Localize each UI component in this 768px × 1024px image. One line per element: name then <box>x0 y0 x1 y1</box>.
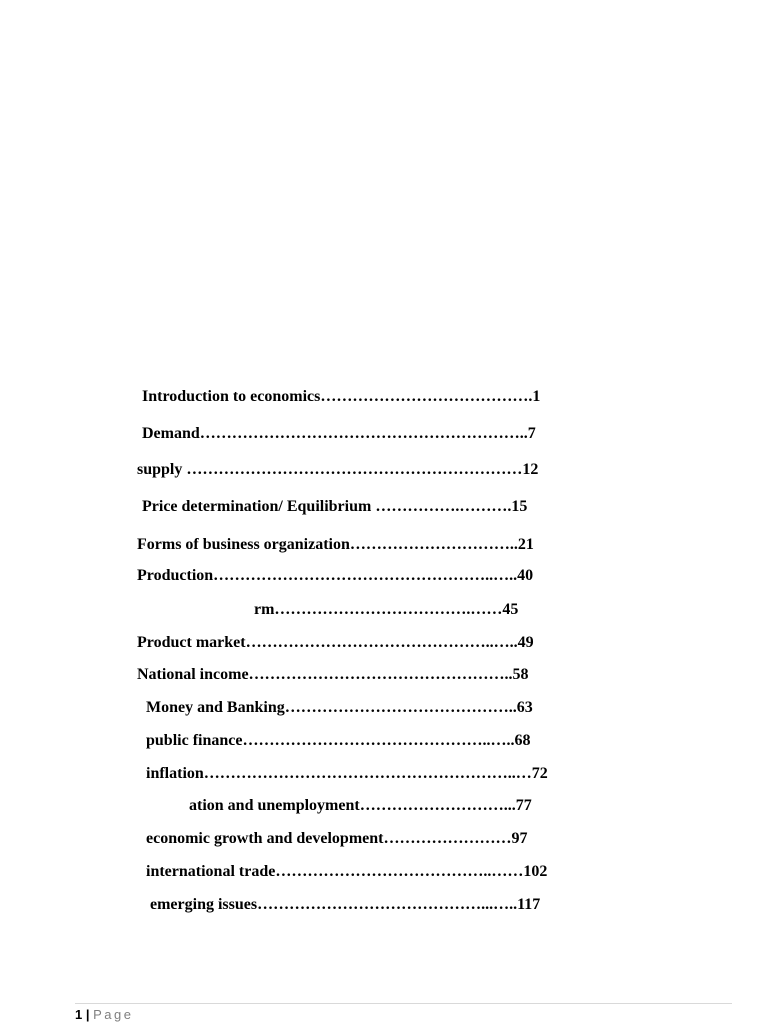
toc-entry-money-and-banking: Money and Banking……………………………………..63 <box>146 699 533 716</box>
toc-entry-economic-growth: economic growth and development……………………97 <box>146 830 528 847</box>
toc-entry-demand: Demand……………………………………………………..7 <box>142 425 536 442</box>
toc-entry-inflation-and-unemployment: ation and unemployment………………………...77 <box>189 797 532 814</box>
footer-divider <box>75 1003 732 1004</box>
toc-entry-production: Production……………………………………………..…..40 <box>137 567 534 584</box>
toc-entry-inflation: inflation…………………………………………………..…72 <box>146 765 548 782</box>
toc-entry-supply: supply ………………………………………………………12 <box>137 461 539 478</box>
toc-entry-international-trade: international trade…………………………………..……102 <box>146 863 548 880</box>
toc-entry-introduction: Introduction to economics………………………………….1 <box>142 388 541 405</box>
toc-entry-national-income: National income…………………………………………..58 <box>137 666 529 683</box>
toc-entry-price-determination: Price determination/ Equilibrium …………….……….15 <box>142 498 528 515</box>
toc-entry-forms-of-business: Forms of business organization…………………………..21 <box>137 536 534 553</box>
page-label: Page <box>93 1007 134 1022</box>
page-separator: | <box>85 1007 90 1022</box>
toc-entry-public-finance: public finance………………………………………..…..68 <box>146 732 531 749</box>
toc-entry-emerging-issues: emerging issues……………………………………...…..117 <box>150 896 541 913</box>
toc-entry-product-market: Product market………………………………………..…..49 <box>137 634 534 651</box>
page-number: 1 <box>75 1007 83 1022</box>
toc-entry-rm: rm……………………………….……45 <box>254 601 519 618</box>
page-footer <box>75 1007 134 1023</box>
